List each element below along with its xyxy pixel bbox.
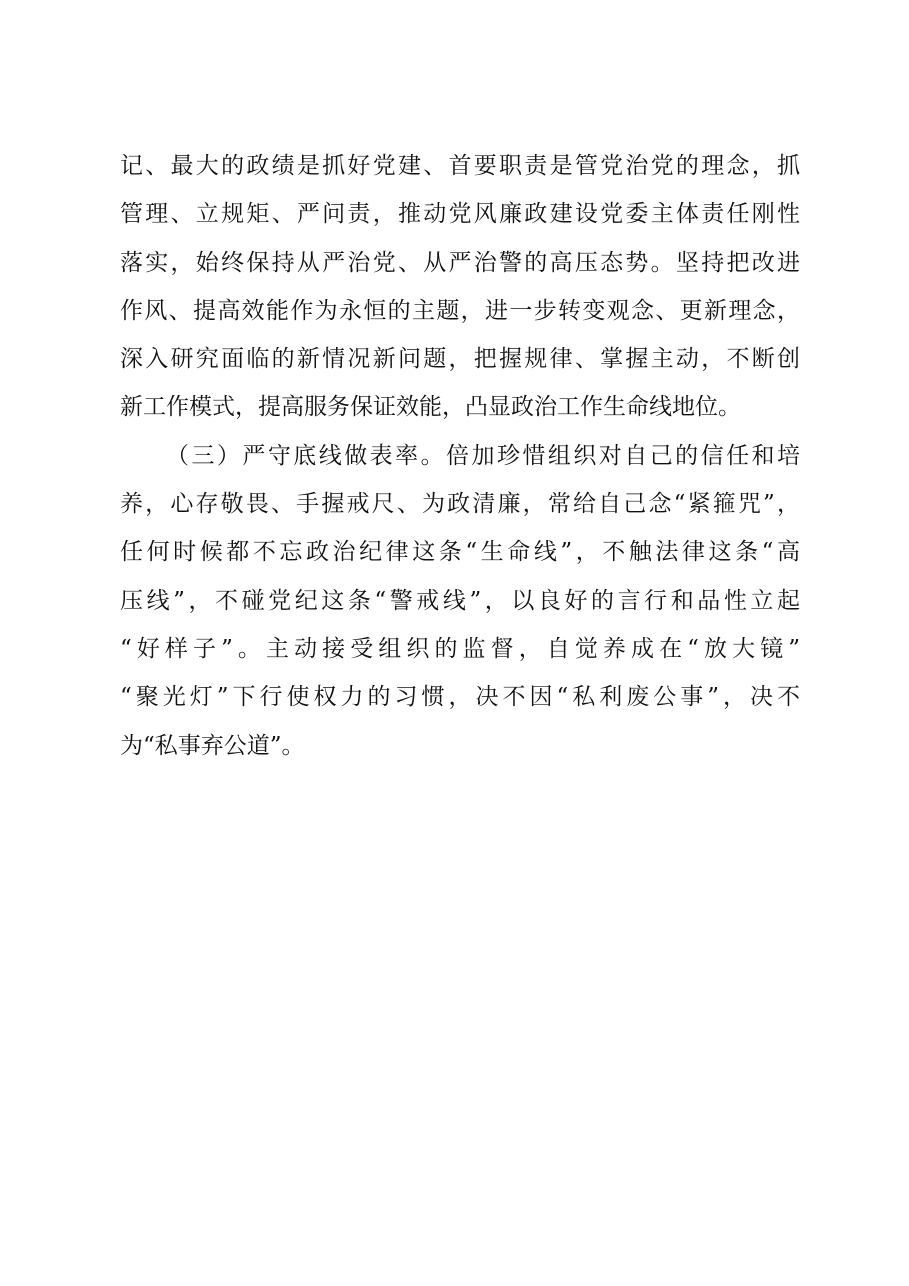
paragraph-line: 作风、提高效能作为永恒的主题，进一步转变观念、更新理念， — [120, 297, 800, 324]
paragraph-line: 新工作模式，提高服务保证效能，凸显政治工作生命线地位。 — [120, 394, 741, 421]
paragraph-line: 落实，始终保持从严治党、从严治警的高压态势。坚持把改进 — [120, 249, 800, 276]
section-heading-line: （三）严守底线做表率。倍加珍惜组织对自己的信任和培 — [166, 442, 800, 469]
paragraph-line: 养，心存敬畏、手握戒尺、为政清廉，常给自己念“紧箍咒”， — [120, 491, 800, 518]
paragraph-line: “聚光灯”下行使权力的习惯，决不因“私利废公事”，决不 — [120, 684, 800, 711]
paragraph-line: “好样子”。主动接受组织的监督，自觉养成在“放大镜” — [120, 635, 800, 662]
paragraph-line: 深入研究面临的新情况新问题，把握规律、掌握主动，不断创 — [120, 346, 800, 373]
paragraph-line: 记、最大的政绩是抓好党建、首要职责是管党治党的理念，抓 — [120, 153, 800, 179]
paragraph-line: 压线”，不碰党纪这条“警戒线”，以良好的言行和品性立起 — [120, 587, 800, 614]
paragraph-line: 任何时候都不忘政治纪律这条“生命线”，不触法律这条“高 — [120, 539, 800, 566]
document-body — [120, 142, 800, 770]
paragraph-line: 为“私事弃公道”。 — [120, 732, 305, 759]
paragraph-line: 管理、立规矩、严问责，推动党风廉政建设党委主体责任刚性 — [120, 201, 800, 228]
